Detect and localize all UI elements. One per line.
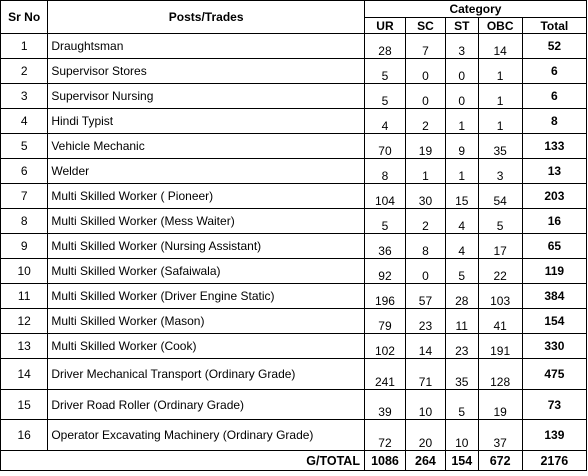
ur-cell: 36 <box>364 234 405 259</box>
post-name-cell: Supervisor Stores <box>48 59 365 84</box>
obc-cell: 1 <box>478 59 522 84</box>
total-cell: 330 <box>522 334 586 359</box>
st-cell: 9 <box>445 134 478 159</box>
table-row <box>1 284 587 309</box>
header-total: Total <box>522 18 586 34</box>
table-row <box>1 184 587 209</box>
header-sc: SC <box>405 18 445 34</box>
table-row <box>1 84 587 109</box>
obc-cell: 37 <box>478 420 522 451</box>
st-cell: 10 <box>445 420 478 451</box>
total-cell: 384 <box>522 284 586 309</box>
post-name-cell: Multi Skilled Worker (Nursing Assistant) <box>48 234 365 259</box>
sr-no-cell: 13 <box>1 334 48 359</box>
grand-total-label: G/TOTAL <box>1 451 365 471</box>
header-category: Category <box>364 1 586 18</box>
sc-cell: 2 <box>405 209 445 234</box>
post-name-cell: Multi Skilled Worker (Cook) <box>48 334 365 359</box>
st-cell: 4 <box>445 234 478 259</box>
sr-no-cell: 3 <box>1 84 48 109</box>
post-name-cell: Multi Skilled Worker (Mess Waiter) <box>48 209 365 234</box>
sc-cell: 57 <box>405 284 445 309</box>
grand-total-row <box>1 451 587 471</box>
header-st: ST <box>445 18 478 34</box>
sc-cell: 2 <box>405 109 445 134</box>
grand-total-sc: 264 <box>405 451 445 471</box>
st-cell: 28 <box>445 284 478 309</box>
table-row <box>1 334 587 359</box>
ur-cell: 196 <box>364 284 405 309</box>
ur-cell: 72 <box>364 420 405 451</box>
sc-cell: 19 <box>405 134 445 159</box>
st-cell: 35 <box>445 359 478 390</box>
sr-no-cell: 10 <box>1 259 48 284</box>
total-cell: 119 <box>522 259 586 284</box>
sr-no-cell: 15 <box>1 390 48 420</box>
post-name-cell: Operator Excavating Machinery (Ordinary Grade) <box>48 420 365 451</box>
total-cell: 133 <box>522 134 586 159</box>
sr-no-cell: 12 <box>1 309 48 334</box>
st-cell: 3 <box>445 34 478 59</box>
post-name-cell: Draughtsman <box>48 34 365 59</box>
ur-cell: 28 <box>364 34 405 59</box>
post-name-cell: Hindi Typist <box>48 109 365 134</box>
table-row <box>1 390 587 420</box>
ur-cell: 241 <box>364 359 405 390</box>
total-cell: 65 <box>522 234 586 259</box>
sc-cell: 14 <box>405 334 445 359</box>
st-cell: 11 <box>445 309 478 334</box>
grand-total-ur: 1086 <box>364 451 405 471</box>
header-sr-no: Sr No <box>1 1 48 34</box>
ur-cell: 5 <box>364 209 405 234</box>
total-cell: 475 <box>522 359 586 390</box>
table-row <box>1 59 587 84</box>
table-row <box>1 159 587 184</box>
total-cell: 203 <box>522 184 586 209</box>
st-cell: 0 <box>445 59 478 84</box>
obc-cell: 191 <box>478 334 522 359</box>
obc-cell: 54 <box>478 184 522 209</box>
table-body <box>1 34 587 451</box>
grand-total-total: 2176 <box>522 451 586 471</box>
obc-cell: 35 <box>478 134 522 159</box>
st-cell: 15 <box>445 184 478 209</box>
header-obc: OBC <box>478 18 522 34</box>
sr-no-cell: 9 <box>1 234 48 259</box>
sc-cell: 71 <box>405 359 445 390</box>
total-cell: 139 <box>522 420 586 451</box>
ur-cell: 102 <box>364 334 405 359</box>
sc-cell: 1 <box>405 159 445 184</box>
sc-cell: 8 <box>405 234 445 259</box>
sr-no-cell: 2 <box>1 59 48 84</box>
total-cell: 73 <box>522 390 586 420</box>
ur-cell: 70 <box>364 134 405 159</box>
total-cell: 52 <box>522 34 586 59</box>
table-row <box>1 134 587 159</box>
st-cell: 0 <box>445 84 478 109</box>
table-row <box>1 34 587 59</box>
ur-cell: 5 <box>364 59 405 84</box>
obc-cell: 1 <box>478 109 522 134</box>
st-cell: 1 <box>445 159 478 184</box>
sr-no-cell: 8 <box>1 209 48 234</box>
obc-cell: 19 <box>478 390 522 420</box>
sr-no-cell: 14 <box>1 359 48 390</box>
sr-no-cell: 16 <box>1 420 48 451</box>
grand-total-st: 154 <box>445 451 478 471</box>
st-cell: 4 <box>445 209 478 234</box>
table-row <box>1 209 587 234</box>
header-ur: UR <box>364 18 405 34</box>
obc-cell: 14 <box>478 34 522 59</box>
post-name-cell: Multi Skilled Worker ( Pioneer) <box>48 184 365 209</box>
sc-cell: 0 <box>405 259 445 284</box>
ur-cell: 8 <box>364 159 405 184</box>
ur-cell: 39 <box>364 390 405 420</box>
total-cell: 6 <box>522 84 586 109</box>
sc-cell: 0 <box>405 59 445 84</box>
table-row <box>1 109 587 134</box>
obc-cell: 1 <box>478 84 522 109</box>
ur-cell: 104 <box>364 184 405 209</box>
sc-cell: 23 <box>405 309 445 334</box>
table-row <box>1 309 587 334</box>
sr-no-cell: 6 <box>1 159 48 184</box>
sc-cell: 10 <box>405 390 445 420</box>
total-cell: 13 <box>522 159 586 184</box>
post-name-cell: Driver Road Roller (Ordinary Grade) <box>48 390 365 420</box>
total-cell: 8 <box>522 109 586 134</box>
obc-cell: 22 <box>478 259 522 284</box>
ur-cell: 79 <box>364 309 405 334</box>
st-cell: 1 <box>445 109 478 134</box>
post-name-cell: Vehicle Mechanic <box>48 134 365 159</box>
total-cell: 6 <box>522 59 586 84</box>
ur-cell: 4 <box>364 109 405 134</box>
table-row <box>1 420 587 451</box>
sc-cell: 30 <box>405 184 445 209</box>
total-cell: 16 <box>522 209 586 234</box>
grand-total-obc: 672 <box>478 451 522 471</box>
table-row <box>1 359 587 390</box>
table-row <box>1 259 587 284</box>
st-cell: 23 <box>445 334 478 359</box>
post-name-cell: Supervisor Nursing <box>48 84 365 109</box>
st-cell: 5 <box>445 390 478 420</box>
ur-cell: 92 <box>364 259 405 284</box>
post-name-cell: Multi Skilled Worker (Driver Engine Static) <box>48 284 365 309</box>
sc-cell: 0 <box>405 84 445 109</box>
header-posts-trades: Posts/Trades <box>48 1 365 34</box>
post-name-cell: Multi Skilled Worker (Safaiwala) <box>48 259 365 284</box>
obc-cell: 103 <box>478 284 522 309</box>
obc-cell: 3 <box>478 159 522 184</box>
st-cell: 5 <box>445 259 478 284</box>
sr-no-cell: 4 <box>1 109 48 134</box>
post-name-cell: Driver Mechanical Transport (Ordinary Grade) <box>48 359 365 390</box>
obc-cell: 128 <box>478 359 522 390</box>
sr-no-cell: 11 <box>1 284 48 309</box>
sc-cell: 20 <box>405 420 445 451</box>
obc-cell: 17 <box>478 234 522 259</box>
total-cell: 154 <box>522 309 586 334</box>
post-name-cell: Multi Skilled Worker (Mason) <box>48 309 365 334</box>
post-name-cell: Welder <box>48 159 365 184</box>
sr-no-cell: 7 <box>1 184 48 209</box>
sr-no-cell: 1 <box>1 34 48 59</box>
table-row <box>1 234 587 259</box>
ur-cell: 5 <box>364 84 405 109</box>
obc-cell: 5 <box>478 209 522 234</box>
sc-cell: 7 <box>405 34 445 59</box>
sr-no-cell: 5 <box>1 134 48 159</box>
obc-cell: 41 <box>478 309 522 334</box>
